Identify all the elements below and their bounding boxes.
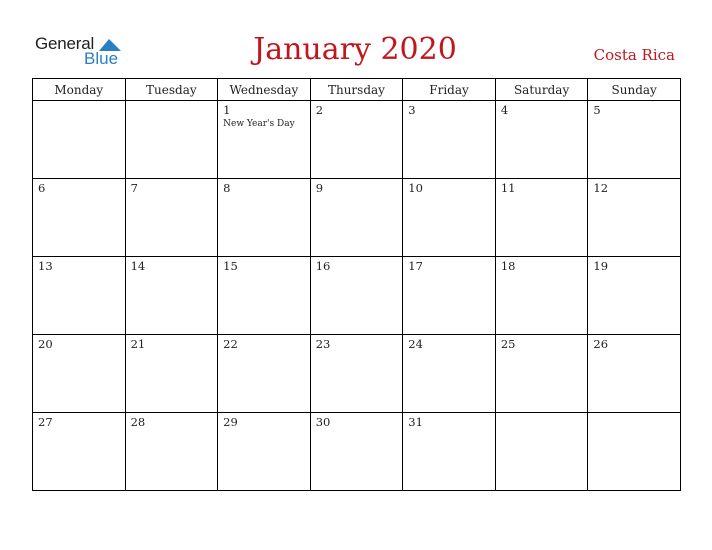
day-cell[interactable] <box>588 413 681 491</box>
day-number: 28 <box>130 415 146 429</box>
day-number: 3 <box>408 103 416 117</box>
day-cell[interactable] <box>588 257 681 335</box>
day-number: 9 <box>315 181 324 195</box>
day-number: 5 <box>593 103 601 117</box>
day-number: 4 <box>500 103 509 117</box>
day-number: 19 <box>593 259 609 273</box>
week-row <box>33 179 681 257</box>
day-number: 21 <box>130 337 146 351</box>
day-number: 30 <box>315 415 331 429</box>
day-number: 1 <box>223 103 231 117</box>
day-cell[interactable] <box>588 179 681 257</box>
weekday-header-wednesday: Wednesday <box>218 79 311 101</box>
generalblue-logo <box>35 35 125 69</box>
country-label: Costa Rica <box>593 46 675 64</box>
day-cell[interactable] <box>310 335 403 413</box>
day-cell[interactable] <box>310 413 403 491</box>
day-number: 22 <box>223 337 238 351</box>
day-cell[interactable] <box>495 101 588 179</box>
day-number: 20 <box>38 337 53 351</box>
day-cell[interactable] <box>588 335 681 413</box>
day-cell[interactable] <box>403 413 496 491</box>
day-number: 6 <box>38 181 46 195</box>
day-number: 25 <box>500 337 516 351</box>
page-title: January 2020 <box>253 32 457 67</box>
day-number: 7 <box>130 181 138 195</box>
calendar-body <box>33 101 681 491</box>
day-number: 13 <box>38 259 53 273</box>
day-cell[interactable] <box>403 257 496 335</box>
day-cell[interactable] <box>403 179 496 257</box>
day-number: 27 <box>38 415 53 429</box>
logo-text-blue: Blue <box>84 49 119 68</box>
day-cell[interactable] <box>125 335 218 413</box>
day-number: 23 <box>315 337 331 351</box>
day-number: 31 <box>408 415 423 429</box>
day-cell[interactable] <box>125 413 218 491</box>
weekday-header-saturday: Saturday <box>495 79 588 101</box>
day-cell[interactable] <box>495 179 588 257</box>
calendar-grid <box>32 78 681 491</box>
day-number: 15 <box>223 259 238 273</box>
weekday-header-tuesday: Tuesday <box>125 79 218 101</box>
day-cell[interactable] <box>495 257 588 335</box>
day-number: 8 <box>223 181 231 195</box>
day-cell[interactable] <box>495 335 588 413</box>
day-number: 14 <box>130 259 146 273</box>
weekday-header-sunday: Sunday <box>588 79 681 101</box>
day-cell[interactable] <box>33 101 126 179</box>
day-cell[interactable] <box>125 257 218 335</box>
day-number: 26 <box>593 337 609 351</box>
day-cell[interactable] <box>495 413 588 491</box>
weekday-header-row <box>33 79 681 101</box>
day-cell[interactable] <box>125 101 218 179</box>
week-row <box>33 257 681 335</box>
weekday-header-monday: Monday <box>33 79 126 101</box>
week-row <box>33 101 681 179</box>
logo-text-general: General <box>35 34 95 53</box>
day-number: 17 <box>408 259 423 273</box>
weekday-header-thursday: Thursday <box>310 79 403 101</box>
day-number: 11 <box>500 181 516 195</box>
day-cell[interactable] <box>403 101 496 179</box>
day-cell[interactable] <box>218 101 311 179</box>
day-cell[interactable] <box>125 179 218 257</box>
holiday-label: New Year's Day <box>223 119 295 129</box>
day-number: 24 <box>408 337 423 351</box>
day-number: 12 <box>593 181 609 195</box>
day-cell[interactable] <box>403 335 496 413</box>
day-cell[interactable] <box>33 179 126 257</box>
day-number: 10 <box>408 181 423 195</box>
day-cell[interactable] <box>33 257 126 335</box>
day-cell[interactable] <box>33 335 126 413</box>
day-cell[interactable] <box>33 413 126 491</box>
week-row <box>33 413 681 491</box>
week-row <box>33 335 681 413</box>
weekday-header-friday: Friday <box>403 79 496 101</box>
day-number: 18 <box>500 259 516 273</box>
day-number: 16 <box>315 259 331 273</box>
day-number: 29 <box>223 415 238 429</box>
day-cell[interactable] <box>218 335 311 413</box>
day-cell[interactable] <box>310 101 403 179</box>
day-cell[interactable] <box>218 413 311 491</box>
day-cell[interactable] <box>588 101 681 179</box>
day-cell[interactable] <box>310 179 403 257</box>
day-cell[interactable] <box>218 257 311 335</box>
day-cell[interactable] <box>218 179 311 257</box>
day-cell[interactable] <box>310 257 403 335</box>
day-number: 2 <box>315 103 324 117</box>
